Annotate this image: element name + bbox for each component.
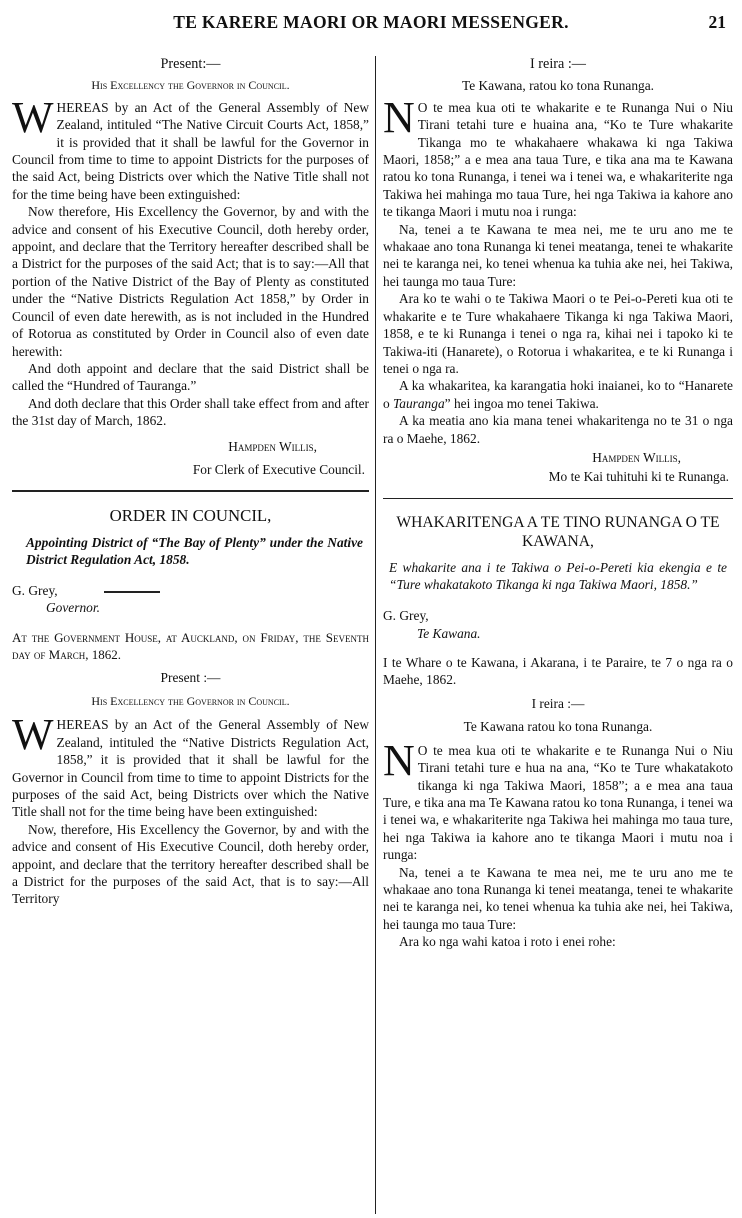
order-paragraph [12,710,369,820]
council-line: His Excellency the Governor in Council. [91,78,290,93]
order-subtitle: Appointing District of “The Bay of Plenty” under the Native District Regulation Act, 1858. [26,534,363,567]
paragraph-text: O te mea kua oti te whakarite e te Runanga Nui o Niu Tirani tetahi ture e huaina ana, “Ko te Ture whakarite Tikanga mo te whakahaere whakawa ki nga Takiwa Maori, 1858;” a e mea ana taua Ture, e tika ana ma te Kawana ratou ko tona Runanga, i tenei wa i tenei wa, e whakariterite nga Takiwa hei mahinga mo taua Ture, hei nga Takiwa ia kahore ano te tikanga Maori i mutu noa i runga: [383,99,733,220]
governor-name: G. Grey, [383,608,429,624]
signature-name: Hampden Willis, [228,438,317,454]
order-paragraph: Na, tenei a te Kawana te mea nei, me te uru ano me te whakaae ano tona Runanga ki tenei meatanga, tenei te whakarite nei te karanga nei, ko tenei whenua ka tuhia ake nei, hei Takiwa, hei taunga mo taua Ture: [383,221,733,289]
order-paragraph: A ka meatia ano kia mana tenei whakaritenga no te 31 o nga ra o Maehe, 1862. [383,413,733,446]
council-line: Te Kawana, ratou ko tona Runanga. [461,78,655,94]
running-head [0,6,742,36]
order-one-maori [383,92,733,486]
signature-office: For Clerk of Executive Council. [192,461,365,477]
order-paragraph: Ara ko te wahi o te Takiwa Maori o te Pei-o-Pereti kua oti te whakarite e te Ture whakahaere Tikanga ki nga Takiwa Maori, 1858, e te ki Runanga i tenei o nga ra, kihai nei i tapoko ki te Takiwa-iti (Hanarete), o Rotorua i whakaritea, e te ki Runanga i tenei o nga ra. [383,291,733,376]
drop-capital: N [383,92,415,142]
order-paragraph: A ka whakaritea, ka karangatia hoki inaianei, ko to “Hanarete o Tauranga” hei ingoa mo tenei Takiwa. [383,378,733,411]
paragraph-text: HEREAS by an Act of the General Assembly of New Zealand, intituled “The Native Circuit Courts Act, 1858,” it is provided that it shall be lawful for the Governor in Council from time to time to appoint Districts for the purposes of the said Act, being Districts over which the Native Title shall not for the time being have been extinguished: [12,99,369,202]
council-line: Te Kawana ratou ko tona Runanga. [463,719,653,735]
column-divider [375,56,376,1214]
order-two-maori [383,513,733,950]
place-and-date: I te Whare o te Kawana, i Akarana, i te Paraire, te 7 o nga ra o Maehe, 1862. [383,655,733,688]
drop-capital: W [12,92,54,142]
present-heading: Present:— [160,56,221,72]
drop-capital: N [383,735,415,785]
order-one-english [12,92,369,479]
present-heading: I reira :— [530,56,586,72]
order-title: WHAKARITENGA A TE TINO RUNANGA O TE KAWANA, [396,514,720,551]
maori-column [383,56,733,1214]
order-paragraph: And doth declare that this Order shall take effect from and after the 31st day of March, 1862. [12,395,369,429]
order-paragraph: Now therefore, His Excellency the Governor, by and with the advice and consent of his Executive Council, doth hereby order, appoint, and declare that the Territory hereafter described shall be a District for the purposes of the said Act; that is to say:—All that portion of the Native District of the Bay of Plenty as constituted under the “Native Districts Regulation Act 1858,” by Order in Council of even date herewith, as is not included in the Hundred of Rotorua as constituted by Order in Council also of even date herewith: [12,204,369,359]
order-paragraph: Ara ko nga wahi katoa i roto i enei rohe: [399,934,616,950]
present-heading: I reira :— [531,695,585,711]
signature-dash [104,591,160,593]
governor-title: Te Kawana. [417,625,481,641]
present-heading: Present :— [160,670,221,686]
order-paragraph: Now, therefore, His Excellency the Governor, by and with the advice and consent of His Executive Council, doth hereby order, appoint, and declare that the territory hereafter described shall be a District for the purposes of the said Act, that is to say:—All Territory [12,821,369,907]
signature-name: Hampden Willis, [592,449,681,465]
paragraph-text: HEREAS by an Act of the General Assembly of New Zealand, intituled the “Native Districts Regulation Act, 1858,” it is provided that it shall be lawful for the Governor in Council from time to time to appoint Districts for the purposes of the said Act, being Districts over which the Native Title shall not for the time being have been extinguished: [12,717,369,820]
order-subtitle: E whakarite ana i te Takiwa o Pei-o-Pereti kia ekengia e te “Ture whakatakoto Tikanga ki nga Takiwa Maori, 1858.” [389,560,727,593]
signature-office: Mo te Kai tuhituhi ki te Runanga. [548,469,729,485]
drop-capital: W [12,710,54,760]
governor-name: G. Grey, [12,582,58,598]
place-and-date: At the Government House, at Auckland, on Friday, the Seventh day of March, 1862. [12,629,369,663]
section-divider [383,498,733,500]
governor-block [12,582,369,617]
paragraph-text: O te mea kua oti te whakarite e te Runanga Nui o Niu Tirani tetahi ture e hua na ana, “Ko te Ture whakatakoto tikanga ki nga Takiwa Maori, 1858”; a e mea ana taua Ture, e tika ana ma Te Kawana ratou ko tona Runanga, i tenei wa i tenei wa, e whakariterite nga Takiwa hei mahinga mo taua ture, hei nga Takiwa ia kahore ano te tikanga Maori i mutu noa i runga: [383,742,733,863]
governor-title: Governor. [46,600,100,616]
order-title: ORDER IN COUNCIL, [109,505,272,525]
section-divider [12,490,369,492]
place-name-italic: Tauranga [393,395,445,411]
running-title: TE KARERE MAORI OR MAORI MESSENGER. [173,12,569,32]
order-paragraph [383,92,733,221]
order-paragraph: And doth appoint and declare that the said District shall be called the “Hundred of Tauranga.” [12,360,369,394]
order-paragraph [383,735,733,864]
council-line: His Excellency the Governor in Council. [91,693,290,708]
order-two-english [12,506,369,908]
english-column [12,56,369,1214]
page-number: 21 [708,12,726,32]
order-paragraph: Na, tenei a te Kawana te mea nei, me te uru ano me te whakaae ano tona Runanga ki tenei meatanga, tenei te whakarite nei te karanga nei, ko tenei whenua ka tuhia ake nei, hei Takiwa, hei taunga mo taua Ture: [383,864,733,932]
governor-block [383,607,733,642]
order-paragraph [12,92,369,203]
